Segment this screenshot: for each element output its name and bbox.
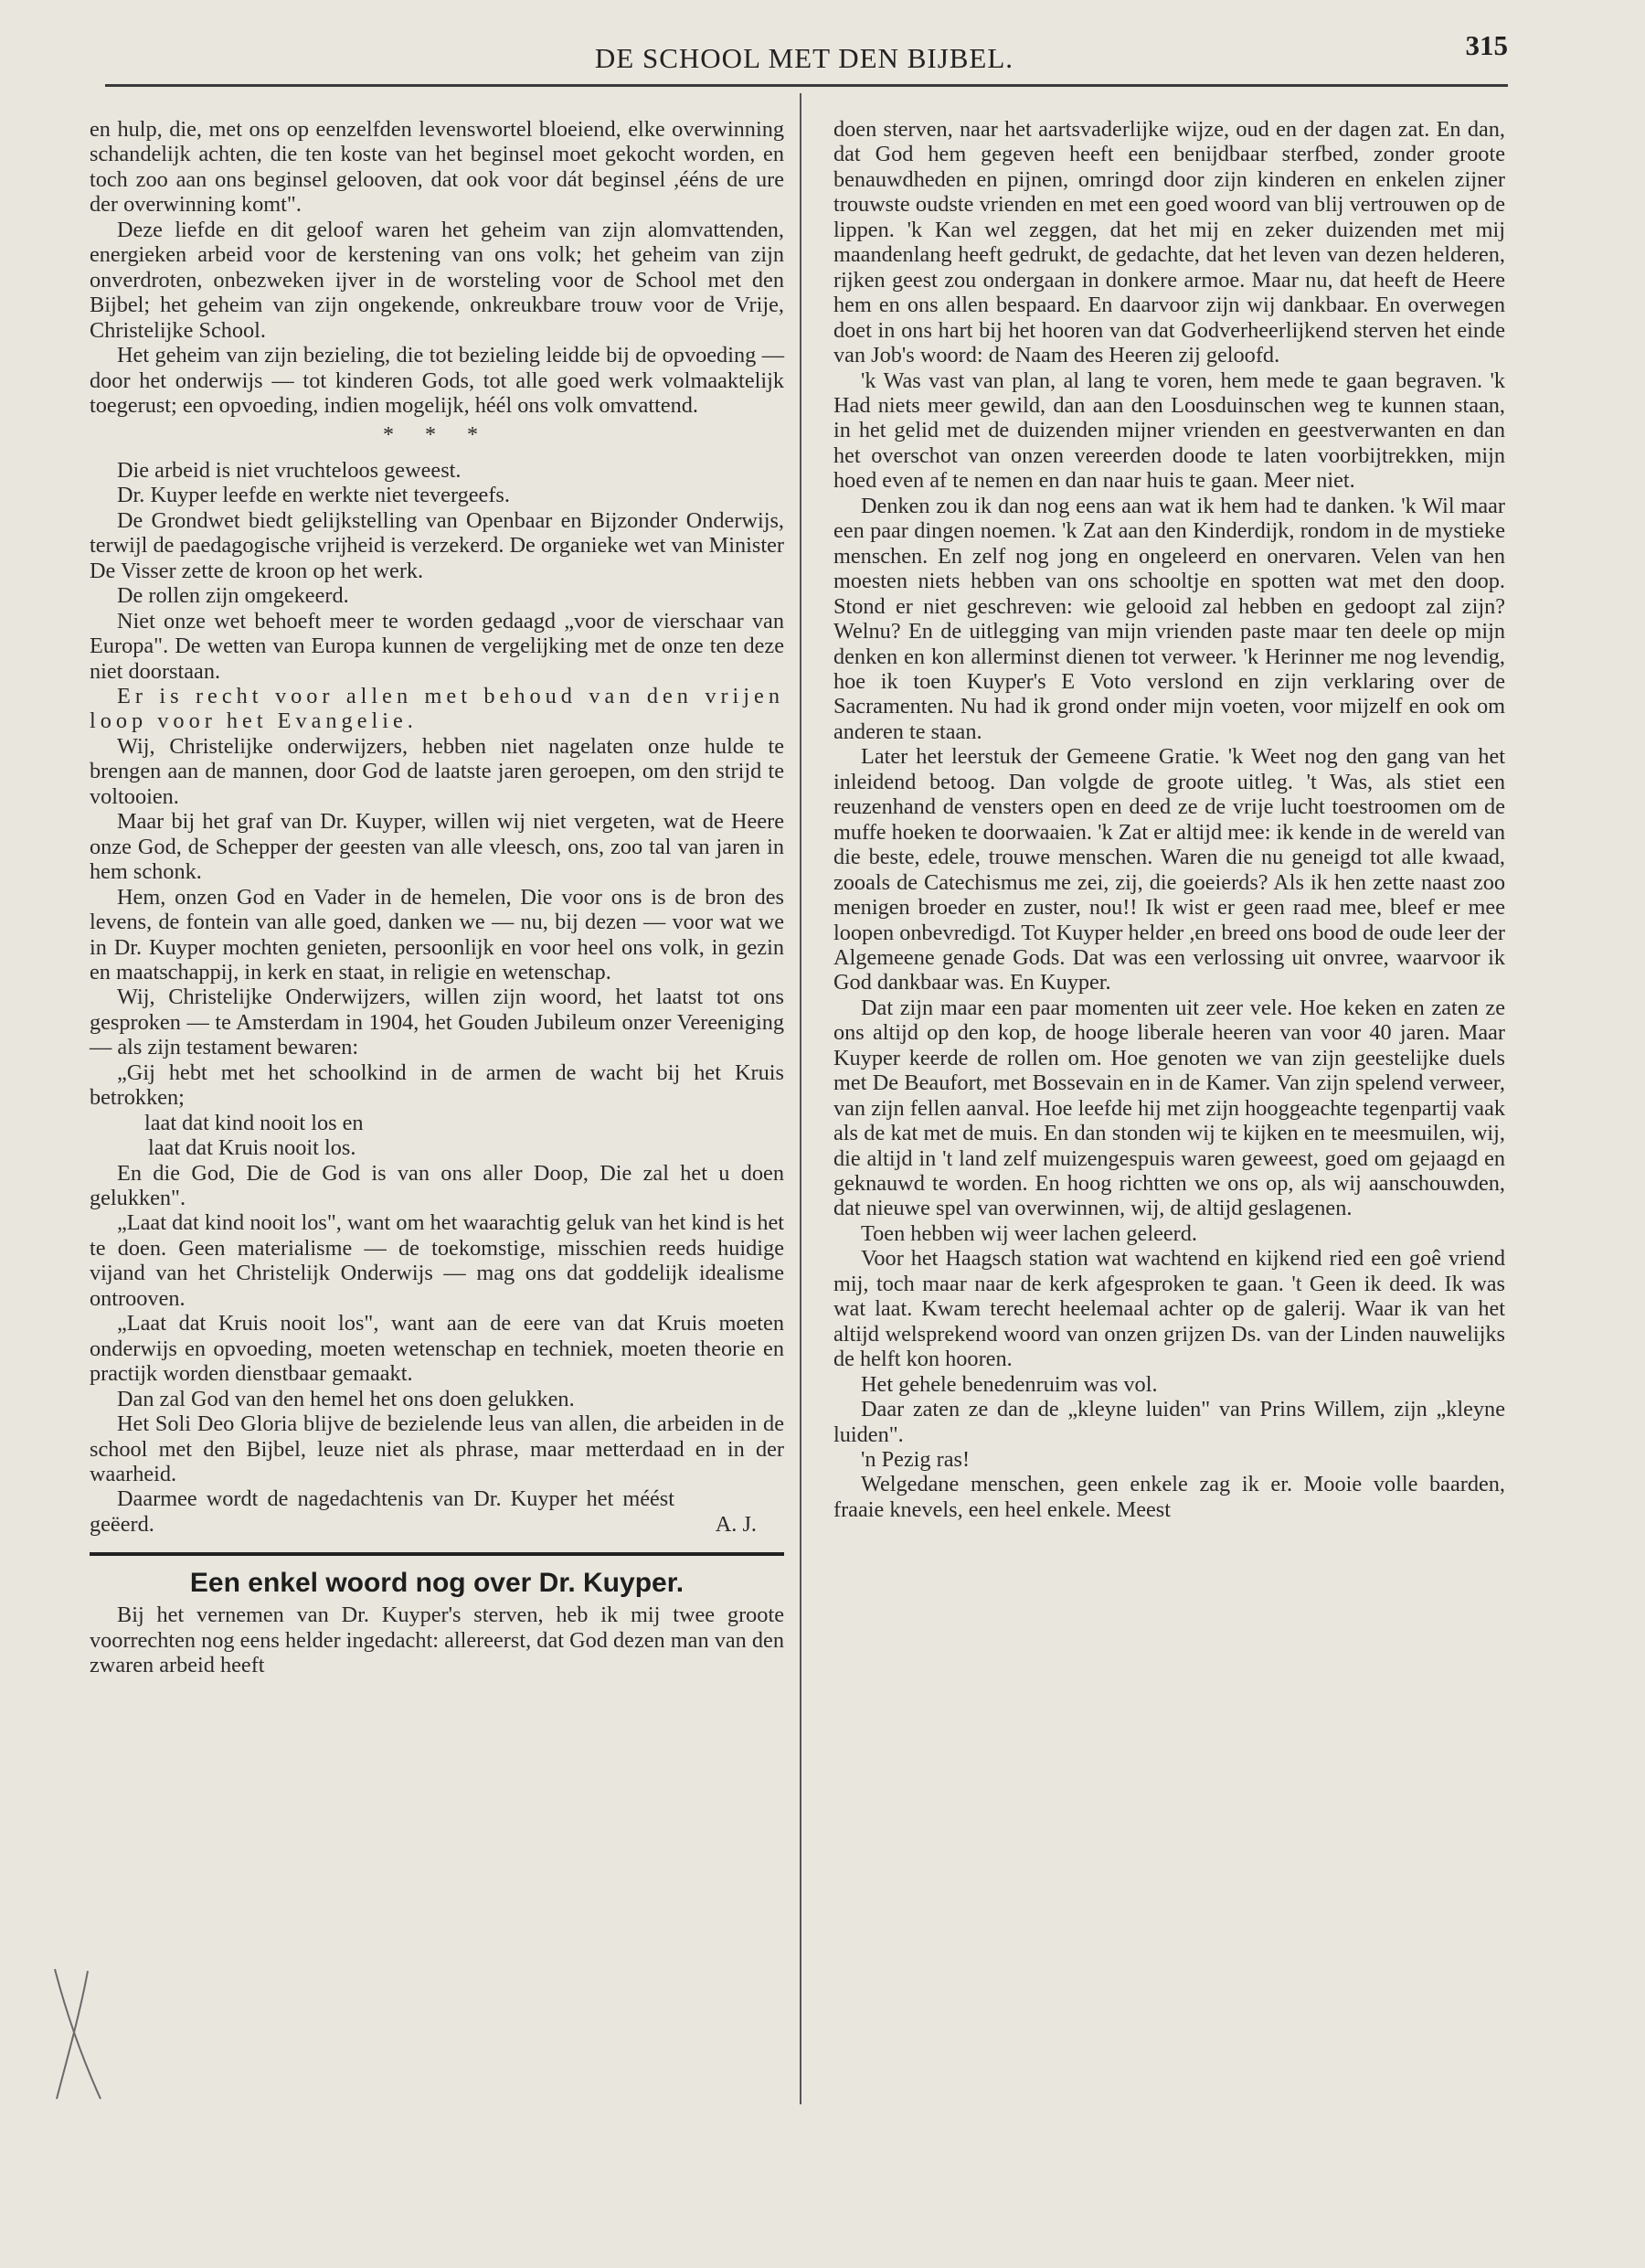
paragraph: De rollen zijn omgekeerd. <box>117 583 349 609</box>
paragraph: Het geheim van zijn bezieling, die tot bezieling leidde bij de opvoeding — door het onderwijs — tot kinderen Gods, tot alle goed werk volmaaktelijk toegerust; een opvoeding, indien mogelijk, héél ons volk omvattend. <box>90 343 784 418</box>
paragraph: Welgedane menschen, geen enkele zag ik er. Mooie volle baarden, fraaie knevels, een heel enkele. Meest <box>833 1472 1505 1522</box>
quote-paragraph: „Gij hebt met het schoolkind in de armen de wacht bij het Kruis betrokken; <box>90 1059 784 1111</box>
paragraph: 'n Pezig ras! <box>861 1447 971 1473</box>
page-number: 315 <box>1465 29 1508 61</box>
paragraph: Dat zijn maar een paar momenten uit zeer vele. Hoe keken en zaten ze ons altijd op den kop, de hooge liberale heeren van voor 40 jaren. Maar Kuyper keerde de rollen om. Hoe genoten we van zijn geestelijke duels met De Beaufort, met Bossevain en in de Kamer. Van zijn spelend verweer, van zijn fellen aanval. Hoe leefde hij met zijn hooggeachte tegenpartij vaak als de kat met de muis. En dan stonden wij te kijken en te meesmuilen, wij, die altijd in 't land zelf muizengespuis waren geweest, goed om gejaagd en geknauwd te worden. En hoog richtten we ons op, als wij aanschouwden, dat nieuwe spel van overwinnen, wij, de altijd geslagenen. <box>833 995 1505 1221</box>
quote-line: laat dat kind nooit los en <box>144 1110 364 1135</box>
paragraph: 'k Was vast van plan, al lang te voren, hem mede te gaan begraven. 'k Had niets meer gewild, dan aan den Loosduinschen weg te kunnen staan, in het gelid met de duizenden mijner vrienden en geestverwanten en dan het overschot van onzen vereerden doode te laten voorbijtrekken, mijn hoed even af te nemen en dan naar huis te gaan. Meer niet. <box>833 367 1505 494</box>
paragraph: Maar bij het graf van Dr. Kuyper, willen wij niet vergeten, wat de Heere onze God, de Schepper der geesten van alle vleesch, ons, zoo tal van jaren in hem schonk. <box>90 809 784 885</box>
paragraph: En die God, Die de God is van ons aller Doop, Die zal het u doen gelukken". <box>90 1160 784 1211</box>
paragraph: Dan zal God van den hemel het ons doen gelukken. <box>117 1386 575 1411</box>
section-rule <box>90 1552 784 1556</box>
paragraph: Die arbeid is niet vruchteloos geweest. <box>117 457 462 483</box>
paragraph: Later het leerstuk der Gemeene Gratie. 'k Weet nog den gang van het inleidend betoog. Dan volgde de groote uitleg. 't Was, als stiet een reuzenhand de vensters open en deed ze de vrije lucht toestroomen om de muffe hoeken te doorwaaien. 'k Zat er altijd mee: ik kende in de wereld van die beste, edele, trouwe menschen. Waren die nu geneigd tot alle kwaad, zooals de Catechismus me zei, zij, die goeierds? Als ik hen zette naast zoo menigen broeder en zuster, nou!! Ik wist er geen raad mee, bleef er mee loopen onbevredigd. Tot Kuyper helder ,en breed ons bood de oude leer der Algemeene genade Gods. Dat was een verlossing uit onvree, waarvoor ik God dankbaar was. En Kuyper. <box>833 744 1505 996</box>
section-title: Een enkel woord nog over Dr. Kuyper. <box>189 1567 685 1598</box>
paragraph: Het Soli Deo Gloria blijve de bezielende leus van allen, die arbeiden in de school met den Bijbel, leuze niet als phrase, maar metterdaad en in der waarheid. <box>90 1411 784 1487</box>
paragraph: Voor het Haagsch station wat wachtend en kijkend ried een goê vriend mij, toch maar naar de kerk afgesproken te gaan. 't Geen ik deed. Ik was wat laat. Kwam terecht heelemaal achter op de galerij. Waar ik van het altijd welsprekend woord van onzen grijzen Ds. van der Linden nauwelijks de helft kon hooren. <box>833 1246 1505 1372</box>
paragraph: Denken zou ik dan nog eens aan wat ik hem had te danken. 'k Wil maar een paar dingen noemen. 'k Zat aan den Kinderdijk, rondom in de mystieke menschen. En zelf nog jong en ongeleerd en onervaren. Velen van hen moesten niets hebben van ons schooltje en spotten wat met den doop. Stond er niet geschreven: wie gelooid zal hebben en gedoopt zal zijn? Welnu? En de uitlegging van mijn vrienden paste maar ten deele op mijn denken en kon allerminst dienen tot verweer. 'k Herinner me nog levendig, hoe ik toen Kuyper's E Voto verslond en zijn verklaring over de Sacramenten. Nu had ik grond onder mijn voeten, voor mijzelf en ook om anderen te staan. <box>833 493 1505 744</box>
paragraph: Bij het vernemen van Dr. Kuyper's sterven, heb ik mij twee groote voorrechten nog eens helder ingedacht: allereerst, dat God dezen man van den zwaren arbeid heeft <box>90 1603 784 1678</box>
paragraph: Niet onze wet behoeft meer te worden gedaagd „voor de vierschaar van Europa". De wetten van Europa kunnen de vergelijking met de onze ten deze niet doorstaan. <box>90 608 784 684</box>
paragraph: Deze liefde en dit geloof waren het geheim van zijn alomvattenden, energieken arbeid voor de kerstening van ons volk; het geheim van zijn onverdroten, onbezweken ijver in de worsteling voor de School met den Bijbel; het geheim van zijn ongekende, onkreukbare trouw voor de Vrije, Christelijke School. <box>90 217 784 343</box>
paragraph: „Laat dat kind nooit los", want om het waarachtig geluk van het kind is het te doen. Geen materialisme — de toekomstige, misschien reeds huidige vijand van het Christelijk Onderwijs — mag ons dat goddelijk idealisme ontrooven. <box>90 1210 784 1311</box>
paragraph: Wij, Christelijke onderwijzers, hebben niet nagelaten onze hulde te brengen aan de mannen, door God de laatste jaren geroepen, om den strijd te voltooien. <box>90 733 784 809</box>
paragraph: Hem, onzen God en Vader in de hemelen, Die voor ons is de bron des levens, de fontein van alle goed, danken we — nu, bij dezen — voor wat we in Dr. Kuyper mochten genieten, persoonlijk en voor heel ons volk, in gezin en maatschappij, in kerk en staat, in religie en wetenschap. <box>90 884 784 985</box>
paragraph: Daar zaten ze dan de „kleyne luiden" van Prins Willem, zijn „kleyne luiden". <box>833 1397 1505 1447</box>
paragraph: Daarmee wordt de nagedachtenis van Dr. Kuyper het méést geëerd. <box>90 1486 674 1537</box>
running-header-title: DE SCHOOL MET DEN BIJBEL. <box>594 42 1014 74</box>
paragraph: Wij, Christelijke Onderwijzers, willen zijn woord, het laatst tot ons gesproken — te Amsterdam in 1904, het Gouden Jubileum onzer Vereeniging — als zijn testament bewaren: <box>90 985 784 1060</box>
paragraph: Het gehele benedenruim was vol. <box>861 1371 1158 1397</box>
paragraph: De Grondwet biedt gelijkstelling van Openbaar en Bijzonder Onderwijs, terwijl de paedagogische vrijheid is verzekerd. De organieke wet van Minister De Visser zette de kroon op het werk. <box>90 507 784 583</box>
column-divider <box>800 93 801 2104</box>
author-signature: A. J. <box>715 1512 757 1538</box>
header-rule <box>105 84 1508 87</box>
quote-line: laat dat Kruis nooit los. <box>148 1135 356 1161</box>
paragraph: Toen hebben wij weer lachen geleerd. <box>861 1220 1197 1246</box>
paragraph: en hulp, die, met ons op eenzelfden levenswortel bloeiend, elke overwinning schandelijk achten, die ten koste van het beginsel moet gekocht worden, en toch zoo aan ons beginsel gelooven, dat ook voor dát beginsel ,ééns de ure der overwinning komt". <box>90 117 784 218</box>
pencil-cross-mark-icon <box>48 1965 111 2103</box>
paragraph: doen sterven, naar het aartsvaderlijke wijze, oud en der dagen zat. En dan, dat God hem gegeven heeft een benijdbaar sterfbed, zonder groote benauwdheden en pijnen, omringd door zijn kinderen en enkelen zijner trouwste oudste vrienden en met een goed woord van blij vertrouwen op de lippen. 'k Kan wel zeggen, dat het mij en zeker duizenden met mij maandenlang heeft gedrukt, de gedachte, dat het leven van dezen helderen, rijken geest zou ondergaan in donkere armoe. Maar nu, dat heeft de Heere hem en ons allen bespaard. En daarvoor zijn wij dankbaar. En overwegen doet in ons hart bij het hooren van dat Godverheerlijkend sterven het einde van Job's woord: de Naam des Heeren zij geloofd. <box>833 117 1505 368</box>
left-column <box>90 117 784 1678</box>
section-separator-stars: * * * <box>383 423 491 448</box>
paragraph: Dr. Kuyper leefde en werkte niet tevergeefs. <box>117 483 510 508</box>
paragraph-spaced: Er is recht voor allen met behoud van den vrijen loop voor het Evangelie. <box>90 683 784 734</box>
right-column <box>833 117 1505 1522</box>
paragraph: „Laat dat Kruis nooit los", want aan de eere van dat Kruis moeten onderwijs en opvoeding, moeten wetenschap en techniek, moeten theorie en practijk worden dienstbaar gemaakt. <box>90 1311 784 1387</box>
